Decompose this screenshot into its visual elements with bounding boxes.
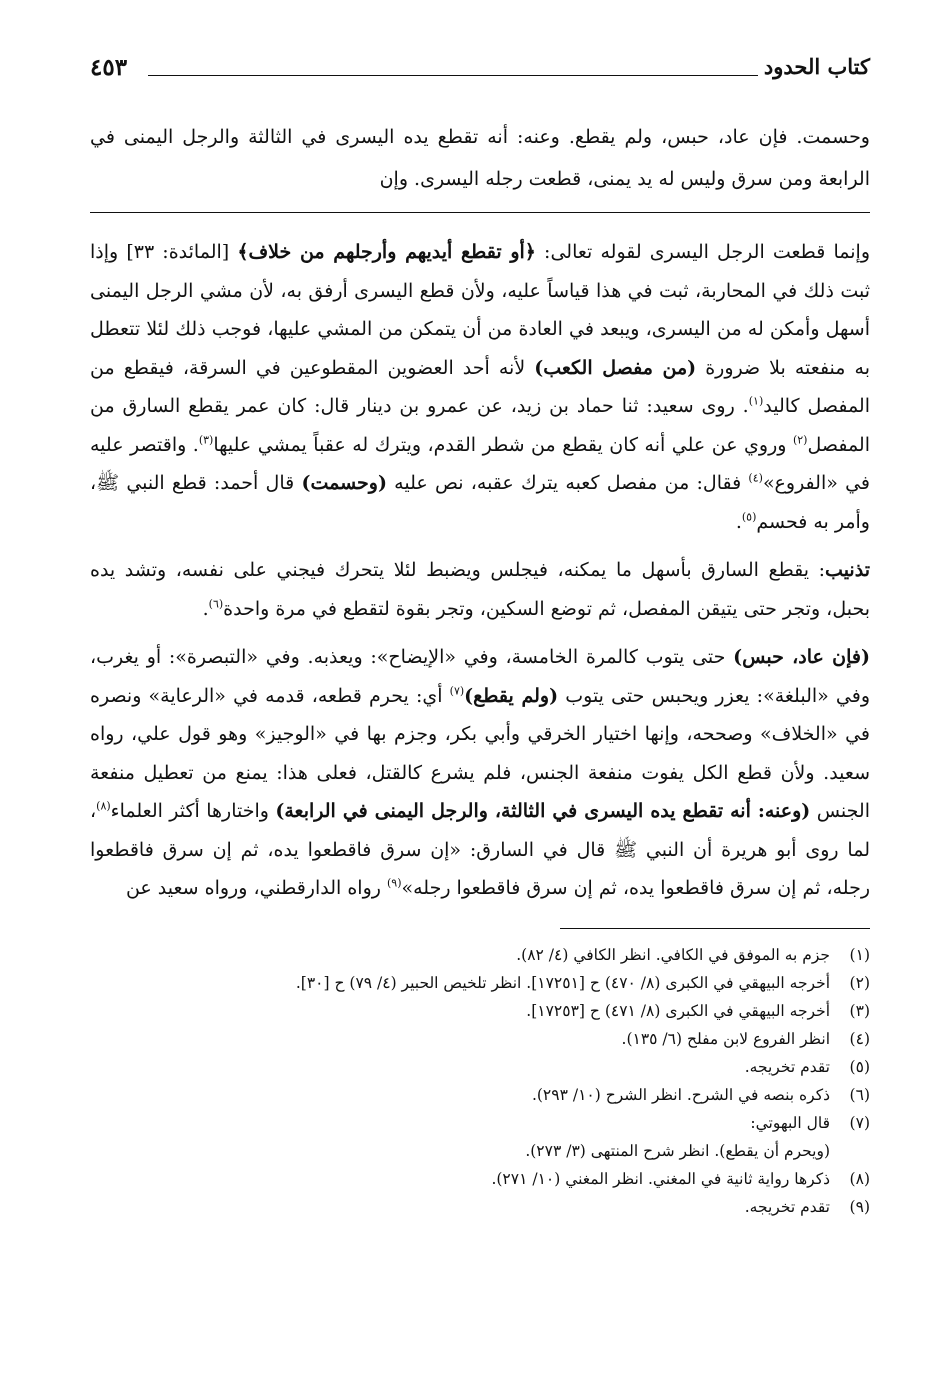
text-run: لأنه أحد العضوين المقطوعين في السرقة، فيقطع من المفصل كاليد <box>90 356 871 417</box>
main-text <box>90 116 870 200</box>
page-number: ٤٥٣ <box>90 54 128 81</box>
footnote-text: قال البهوتي: <box>750 1113 830 1132</box>
footnote-item <box>90 969 870 997</box>
text-run: وروي عن علي أنه كان يقطع من شطر القدم، ويترك له عقباً يمشي عليها <box>213 433 793 456</box>
footnote-number: (٢) <box>849 973 870 992</box>
footnote-item <box>90 1053 870 1081</box>
footnote-separator <box>560 928 870 929</box>
footnote-number: (٩) <box>849 1197 870 1216</box>
footnote-item <box>90 1109 870 1137</box>
footnote-ref[interactable]: (١) <box>748 394 764 408</box>
footnote-ref[interactable]: (٦) <box>208 597 224 611</box>
text-run: قال أحمد: قطع النبي ﷺ، وأمر به فحسم <box>90 472 870 533</box>
footnote-number: (٧) <box>849 1113 870 1132</box>
footnote-item <box>90 1165 870 1193</box>
paragraph-gap <box>90 628 870 638</box>
commentary <box>90 233 870 908</box>
text-run: . <box>735 510 742 533</box>
text-run: حتى يتوب كالمرة الخامسة، وفي «الإيضاح»: ويعذبه. وفي «التبصرة»: أو يغرب، وفي «البلغة»: يعزر ويحبس حتى يتوب <box>90 646 870 707</box>
footnote-number: (٤) <box>849 1029 870 1048</box>
footnote-ref[interactable]: (٤) <box>748 471 763 485</box>
commentary-paragraph-3 <box>90 638 870 908</box>
text-run: أي: يحرم قطعه، قدمه في «الرعاية» ونصره في «الخلاف» وصححه، وإنها اختيار الخرقي وأبي بكر، وجزم بها في «الوجيز» وهو قول علي، رواه سعيد. ولأن قطع الكل يفوت منفعة الجنس، فلم يشرع كالقتل، فعلى هذا: يمنع من تعطيل منفعة الجنس <box>90 684 870 822</box>
footnote-text: أخرجه البيهقي في الكبرى (٨/ ٤٧٠) ح [١٧٢٥١]. انظر تلخيص الحبير (٤/ ٧٩) ح [٣٠]. <box>295 973 830 992</box>
footnote-text: أخرجه البيهقي في الكبرى (٨/ ٤٧١) ح [١٧٢٥٣]. <box>526 1001 830 1020</box>
text-run: . روى سعيد: ثنا حماد بن زيد، عن عمرو بن دينار قال: كان عمر يقطع السارق من المفصل <box>90 395 870 456</box>
footnote-item <box>90 1193 870 1221</box>
text-run: . واقتصر عليه في «الفروع» <box>90 433 871 494</box>
footnotes <box>90 941 870 1221</box>
footnote-item <box>90 941 870 969</box>
footnote-text: (ويحرم أن يقطع). انظر شرح المنتهى (٣/ ٢٧٣). <box>525 1141 830 1160</box>
footnote-ref[interactable]: (٣) <box>198 433 214 447</box>
text-run: فقال: من مفصل كعبه يترك عقبه، نص عليه <box>386 472 749 494</box>
footnote-number: (٦) <box>849 1085 870 1104</box>
text-run: . <box>202 597 209 620</box>
matn-quote: (وحسمت) <box>301 472 387 494</box>
footnote-number: (٣) <box>849 1001 870 1020</box>
text-run: رواه الدارقطني، ورواه سعيد عن <box>125 877 387 899</box>
paragraph-gap <box>90 541 870 551</box>
footnote-text: ذكرها رواية ثانية في المغني. انظر المغني (١٠/ ٢٧١). <box>491 1169 830 1188</box>
main-text-paragraph: وحسمت. فإن عاد، حبس، ولم يقطع. وعنه: أنه تقطع يده اليسرى في الثالثة والرجل اليمنى في الرابعة ومن سرق وليس له يد يمنى، قطعت رجله اليسرى. وإن <box>90 126 870 190</box>
text-run: واختارها أكثر العلماء <box>110 800 276 822</box>
footnote-number: (٨) <box>849 1169 870 1188</box>
book-section-title: كتاب الحدود <box>763 54 870 79</box>
footnote-text: جزم به الموفق في الكافي. انظر الكافي (٤/ ٨٢). <box>516 945 830 964</box>
text-run: : يقطع السارق بأسهل ما يمكنه، فيجلس ويضبط لئلا يتحرك فيجني على نفسه، وتشد يده بحبل، وتجر حتى يتيقن المفصل، ثم توضع السكين، وتجر بقوة لتقطع في مرة واحدة <box>90 559 870 620</box>
footnote-text: ذكره بنصه في الشرح. انظر الشرح (١٠/ ٢٩٣). <box>531 1085 830 1104</box>
footnote-ref[interactable]: (٧) <box>449 684 465 698</box>
running-header <box>90 50 870 86</box>
commentary-paragraph-1 <box>90 233 870 541</box>
footnote-ref[interactable]: (٢) <box>792 433 808 447</box>
footnote-ref[interactable]: (٩) <box>386 876 402 890</box>
header-rule <box>148 75 758 76</box>
matn-quote: (من مفصل الكعب) <box>534 356 697 379</box>
matn-quote: (وعنه: أنه تقطع يده اليسرى في الثالثة، والرجل اليمنى في الرابعة) <box>275 800 811 822</box>
matn-quote: (فإن عاد، حبس) <box>733 646 870 668</box>
text-run: ، لما روى أبو هريرة أن النبي ﷺ قال في السارق: «إن سرق فاقطعوا يده، ثم إن سرق فاقطعوا رجله، ثم إن سرق فاقطعوا يده، ثم إن سرق فاقطعوا رجله» <box>90 800 870 899</box>
footnote-ref[interactable]: (٨) <box>96 799 111 813</box>
matn-quote: (ولم يقطع) <box>464 684 559 707</box>
quran-quote: ﴿أو تقطع أيديهم وأرجلهم من خلاف﴾ <box>237 241 536 263</box>
footnote-text: انظر الفروع لابن مفلح (٦/ ١٣٥). <box>621 1029 830 1048</box>
commentary-paragraph-2 <box>90 551 870 628</box>
footnote-number: (١) <box>849 945 870 964</box>
subheading: تذنيب <box>825 559 870 581</box>
footnote-number: (٥) <box>849 1057 870 1076</box>
footnote-text: تقدم تخريجه. <box>744 1057 830 1076</box>
footnote-text: تقدم تخريجه. <box>744 1197 830 1216</box>
text-run: وإنما قطعت الرجل اليسرى لقوله تعالى: <box>535 241 871 263</box>
matn-divider <box>90 212 870 213</box>
footnote-item <box>90 1025 870 1053</box>
text-run: [المائدة: ٣٣] وإذا ثبت ذلك في المحاربة، ثبت في هذا قياساً عليه، ولأن قطع اليسرى أرفق به، لأن مشي الرجل اليمنى أسهل وأمكن له من اليسرى، ويبعد في العادة من أن يتمكن من المشي عليها، فوجب ذلك لئلا تتعطل به منفعته بلا ضرورة <box>90 241 870 379</box>
footnote-continuation <box>90 1137 870 1165</box>
book-page <box>90 50 870 1350</box>
footnote-ref[interactable]: (٥) <box>741 510 757 524</box>
footnote-item <box>90 997 870 1025</box>
footnote-item <box>90 1081 870 1109</box>
